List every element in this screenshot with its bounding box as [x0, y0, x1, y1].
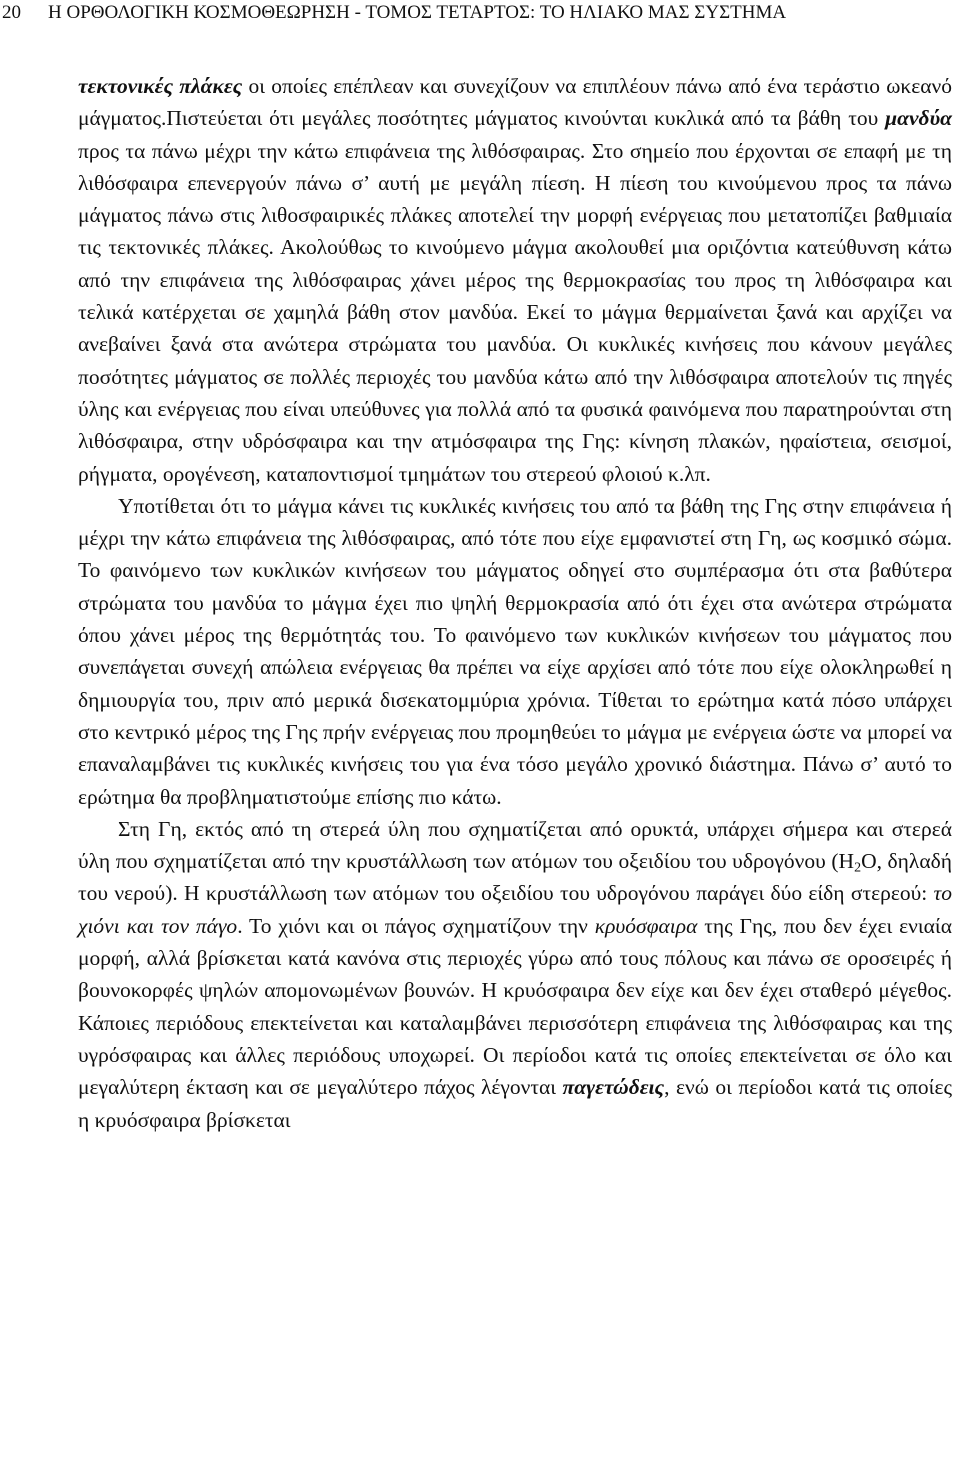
text-run: , ενώ οι περίοδοι κατά τις οποίες η κρυόσφαιρα βρίσκεται — [78, 1075, 952, 1132]
emphasis-term: παγετώδεις — [562, 1075, 665, 1100]
emphasis-term: τεκτονικές πλάκες — [78, 74, 243, 98]
paragraph-2 — [78, 490, 952, 813]
emphasis-term: μανδύα — [885, 106, 952, 131]
text-run: προς τα πάνω μέχρι την κάτω επιφάνεια της λιθόσφαιρας. Στο σημείο που έρχονται σε επαφή με τη λιθόσφαιρα επενεργούν πάνω σ’ αυτή με μεγάλη πίεση. Η πίεση του κινούμενου προς τα πάνω μάγματος πάνω στις λιθοσφαιρικές πλάκες αποτελεί την μορφή ενέργειας που μετατοπίζει βαθμιαία τις τεκτονικές πλάκες. Ακολούθως το κινούμενο μάγμα ακολουθεί μια οριζόντια κατεύθυνση κάτω από την επιφάνεια της λιθόσφαιρας χάνει μέρος της θερμοκρασίας του προς τη λιθόσφαιρα και τελικά κατέρχεται σε χαμηλά βάθη στον μανδύα. Εκεί το μάγμα θερμαίνεται ξανά και αρχίζει να ανεβαίνει ξανά στα ανώτερα στρώματα του μανδύα. Οι κυκλικές κινήσεις που κάνουν μεγάλες ποσότητες μάγματος σε πολλές περιοχές του μανδύα κάτω από την λιθόσφαιρα αποτελούν τις πηγές ύλης και ενέργειας που είναι υπεύθυνες για πολλά από τα φυσικά φαινόμενα που παρατηρούνται στη λιθόσφαιρα, στην υδρόσφαιρα και την ατμόσφαιρα της Γης: κίνηση πλακών, ηφαίστεια, σεισμοί, ρήγματα, ορογένεση, καταποντισμοί τμημάτων του στερεού φλοιού κ.λπ. — [78, 138, 952, 486]
running-title: Η ΟΡΘΟΛΟΓΙΚΗ ΚΟΣΜΟΘΕΩΡΗΣΗ - ΤΟΜΟΣ ΤΕΤΑΡΤΟΣ: ΤΟ ΗΛΙΑΚΟ ΜΑΣ ΣΥΣΤΗΜΑ — [48, 2, 787, 23]
italic-term: κρυόσφαιρα — [594, 913, 698, 938]
text-run: . Το χιόνι και οι πάγος σχηματίζουν την — [237, 913, 595, 938]
paragraph-3 — [78, 813, 952, 1136]
page-header — [0, 0, 960, 30]
italic-term: το χιόνι και τον πάγο — [78, 881, 952, 938]
text-run: Υποτίθεται ότι το μάγμα κάνει τις κυκλικές κινήσεις του από τα βάθη της Γης στην επιφάνεια ή μέχρι την κάτω επιφάνεια της λιθόσφαιρας, από τότε που είχε εμφανιστεί στη Γη, ως κοσμικό σώμα. Το φαινόμενο των κυκλικών κινήσεων του μάγματος οδηγεί στο συμπέρασμα ότι στα βαθύτερα στρώματα του μανδύα το μάγμα έχει πιο ψηλή θερμοκρασία από ότι έχει στα ανώτερα στρώματα όπου χάνει μέρος της θερμότητάς του. Το φαινόμενο των κυκλικών κινήσεων του μάγματος που συνεπάγεται συνεχή απώλεια ενέργειας θα πρέπει να είχε αρχίσει από τότε που είχε ολοκληρωθεί η δημιουργία του, πριν από μερικά δισεκατομμύρια χρόνια. Τίθεται το ερώτημα κατά πόσο υπάρχει στο κεντρικό μέρος της Γης πρήν ενέργειας που προμηθεύει το μάγμα με ενέργεια ώστε να μπορεί να επαναλαμβάνει τις κυκλικές κινήσεις του για ένα τόσο μεγάλο χρονικό διάστημα. Πάνω σ’ αυτό το ερώτημα θα προβληματιστούμε επίσης πιο κάτω. — [78, 493, 952, 809]
text-run: Ο, δηλαδή του νερού). Η κρυστάλλωση των ατόμων του οξειδίου του υδρογόνου παράγει δύο είδη στερεού: — [78, 849, 952, 906]
text-run: οι οποίες επέπλεαν και συνεχίζουν να επιπλέουν πάνω από ένα τεράστιο ωκεανό μάγματος.Πιστεύεται ότι μεγάλες ποσότητες μάγματος κινούνται κυκλικά από τα βάθη του — [78, 74, 952, 131]
page-number: 20 — [2, 2, 21, 23]
text-run: της Γης, που δεν έχει ενιαία μορφή, αλλά βρίσκεται κατά κανόνα στις περιοχές γύρω από τους πόλους και πάνω σε οροσειρές ή βουνοκορφές ψηλών απομονωμένων βουνών. Η κρυόσφαιρα δεν είχε και δεν έχει σταθερό μέγεθος. Κάποιες περιόδους επεκτείνεται και καταλαμβάνει περισσότερη επιφάνεια της λιθόσφαιρας και της υγρόσφαιρας και άλλες περιόδους υποχωρεί. Οι περίοδοι κατά τις οποίες επεκτείνεται σε όλο και μεγαλύτερη έκταση και σε μεγαλύτερο πάχος λέγονται — [78, 913, 952, 1100]
body-text — [78, 70, 952, 1136]
paragraph-1 — [78, 70, 952, 490]
subscript: 2 — [854, 860, 862, 876]
text-run: Στη Γη, εκτός από τη στερεά ύλη που σχηματίζεται από ορυκτά, υπάρχει σήμερα και στερεά ύλη που σχηματίζεται από την κρυστάλλωση των ατόμων του οξειδίου του υδρογόνου (Η — [78, 816, 952, 874]
